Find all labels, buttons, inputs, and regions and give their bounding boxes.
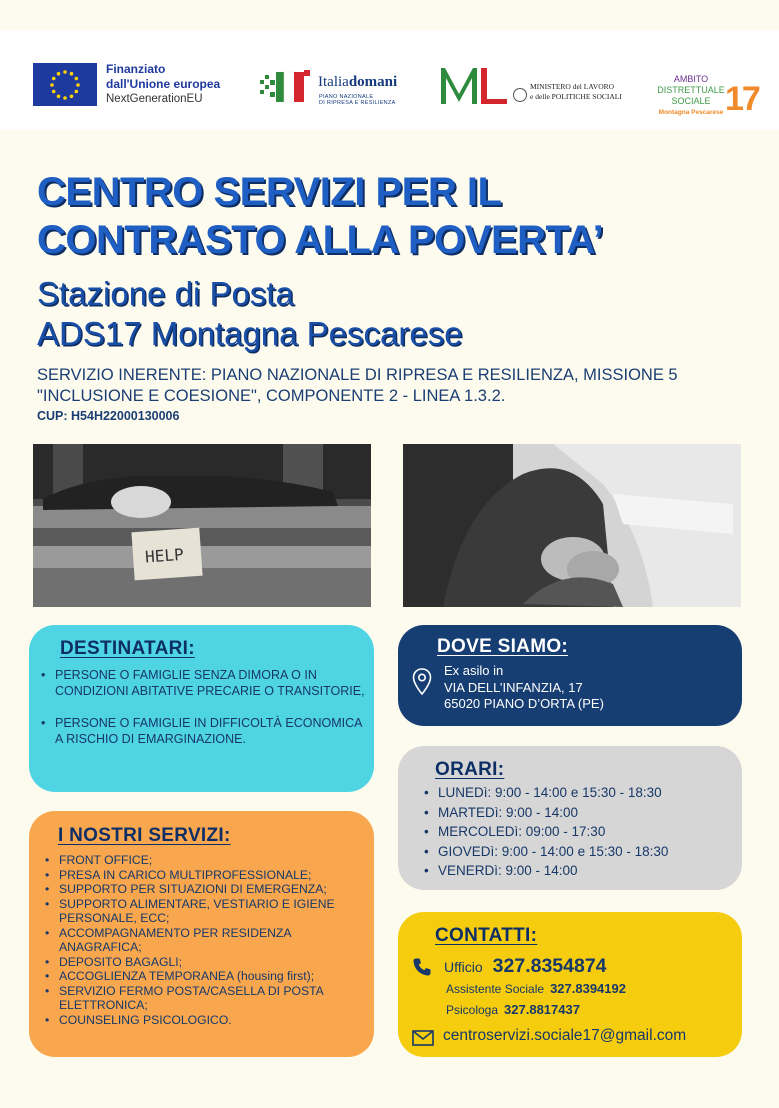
assistente-row	[446, 981, 626, 996]
list-item: • GIOVEDì: 9:00 - 14:00 e 15:30 - 18:30	[422, 842, 737, 862]
assistente-number[interactable]: 327.8394192	[550, 981, 626, 996]
eu-line3: NextGenerationEU	[106, 93, 203, 105]
eu-line1: Finanziato	[106, 62, 166, 76]
logo-bar	[0, 30, 779, 130]
list-item: • SERVIZIO FERMO POSTA/CASELLA DI POSTA ELETTRONICA;	[43, 984, 368, 1013]
list-item: • LUNEDì: 9:00 - 14:00 e 15:30 - 18:30	[422, 783, 737, 803]
italiadomani-bold: domani	[348, 74, 398, 90]
location-pin-icon	[412, 668, 432, 696]
list-item: • MERCOLEDì: 09:00 - 17:30	[422, 822, 737, 842]
eu-line2: dall'Unione europea	[106, 77, 221, 91]
orari-card	[398, 746, 742, 890]
italiadomani-name	[318, 74, 397, 91]
phone-icon	[412, 957, 432, 977]
ministero-line1: MINISTERO del LAVORO	[530, 82, 615, 91]
orari-title: ORARI:	[435, 759, 505, 780]
list-item: • VENERDì: 9:00 - 14:00	[422, 861, 737, 881]
orari-list	[422, 783, 737, 881]
list-item: • SUPPORTO ALIMENTARE, VESTIARIO E IGIENE PERSONALE, ECC;	[43, 897, 368, 926]
list-item: • PERSONE O FAMIGLIE SENZA DIMORA O IN CONDIZIONI ABITATIVE PRECARIE O TRANSITORIE,	[39, 667, 369, 699]
italiadomani-sub1: PIANO NAZIONALE	[319, 94, 374, 100]
ufficio-row	[444, 955, 607, 978]
dove-siamo-card	[398, 625, 742, 726]
ministero-line2: e delle POLITICHE SOCIALI	[530, 92, 622, 101]
list-item: • FRONT OFFICE;	[43, 853, 368, 868]
dove-title: DOVE SIAMO:	[437, 636, 569, 657]
ambito-number: 17	[725, 80, 759, 118]
psicologa-number[interactable]: 327.8817437	[504, 1002, 580, 1017]
list-item: • PERSONE O FAMIGLIE IN DIFFICOLTÀ ECONOMICA A RISCHIO DI EMARGINAZIONE.	[39, 715, 369, 747]
subtitle-line1: Stazione di Posta	[37, 275, 294, 312]
list-item: • COUNSELING PSICOLOGICO.	[43, 1013, 368, 1028]
ambito-line3: SOCIALE	[671, 96, 711, 106]
italiadomani-sub	[319, 94, 396, 106]
psicologa-row	[446, 1002, 580, 1017]
eu-funding-text	[106, 62, 220, 107]
counseling-photo	[403, 444, 741, 607]
italiadomani-sub2: DI RIPRESA E RESILIENZA	[319, 100, 396, 106]
title-line1: CENTRO SERVIZI PER IL	[37, 170, 502, 214]
ambito-line2: DISTRETTUALE	[657, 85, 725, 95]
title-line2: CONTRASTO ALLA POVERTA’	[37, 218, 604, 262]
psicologa-label: Psicologa	[446, 1003, 499, 1017]
mail-icon	[412, 1030, 434, 1046]
ministero-text	[530, 82, 622, 102]
destinatari-card	[29, 625, 374, 792]
help-sign-text: HELP	[144, 544, 185, 567]
service-description: SERVIZIO INERENTE: PIANO NAZIONALE DI RIPRESA E RESILIENZA, MISSIONE 5 "INCLUSIONE E COESIONE", COMPONENTE 2 - LINEA 1.3.2.	[37, 366, 678, 405]
servizi-card	[29, 811, 374, 1057]
assistente-label: Assistente Sociale	[446, 982, 545, 996]
eu-flag-icon	[33, 63, 97, 106]
list-item: • SUPPORTO PER SITUAZIONI DI EMERGENZA;	[43, 882, 368, 897]
cup-code: CUP: H54H22000130006	[37, 409, 180, 423]
contatti-title: CONTATTI:	[435, 925, 538, 946]
address-line3: 65020 PIANO D’ORTA (PE)	[444, 696, 604, 711]
ministero-seal-icon	[513, 88, 527, 102]
ambito-line1: AMBITO	[673, 74, 709, 84]
subtitle-line2: ADS17 Montagna Pescarese	[37, 315, 463, 352]
servizi-list	[43, 853, 368, 1027]
ambito-logo-text	[656, 74, 726, 118]
ufficio-number[interactable]: 327.8354874	[492, 955, 607, 977]
address-line1: Ex asilo in	[444, 663, 504, 678]
list-item: • ACCOMPAGNAMENTO PER RESIDENZA ANAGRAFICA;	[43, 926, 368, 955]
destinatari-list	[39, 667, 369, 763]
list-item: • DEPOSITO BAGAGLI;	[43, 955, 368, 970]
page-subtitle	[37, 274, 757, 354]
address	[444, 663, 604, 713]
list-item: • ACCOGLIENZA TEMPORANEA (housing first);	[43, 969, 368, 984]
ambito-line4: Montagna Pescarese	[658, 109, 724, 116]
homeless-photo	[33, 444, 371, 607]
address-line2: VIA DELL’INFANZIA, 17	[444, 679, 583, 695]
servizi-title: I NOSTRI SERVIZI:	[58, 825, 231, 846]
list-item: • PRESA IN CARICO MULTIPROFESSIONALE;	[43, 868, 368, 883]
email-link[interactable]: centroservizi.sociale17@gmail.com	[443, 1027, 687, 1044]
page-title	[37, 168, 757, 264]
destinatari-title: DESTINATARI:	[60, 638, 195, 659]
contatti-card	[398, 912, 742, 1057]
italiadomani-light: Italia	[318, 74, 349, 90]
list-item: • MARTEDì: 9:00 - 14:00	[422, 803, 737, 823]
ministero-ml-logo-icon	[437, 64, 509, 108]
ufficio-label: Ufficio	[444, 959, 483, 975]
